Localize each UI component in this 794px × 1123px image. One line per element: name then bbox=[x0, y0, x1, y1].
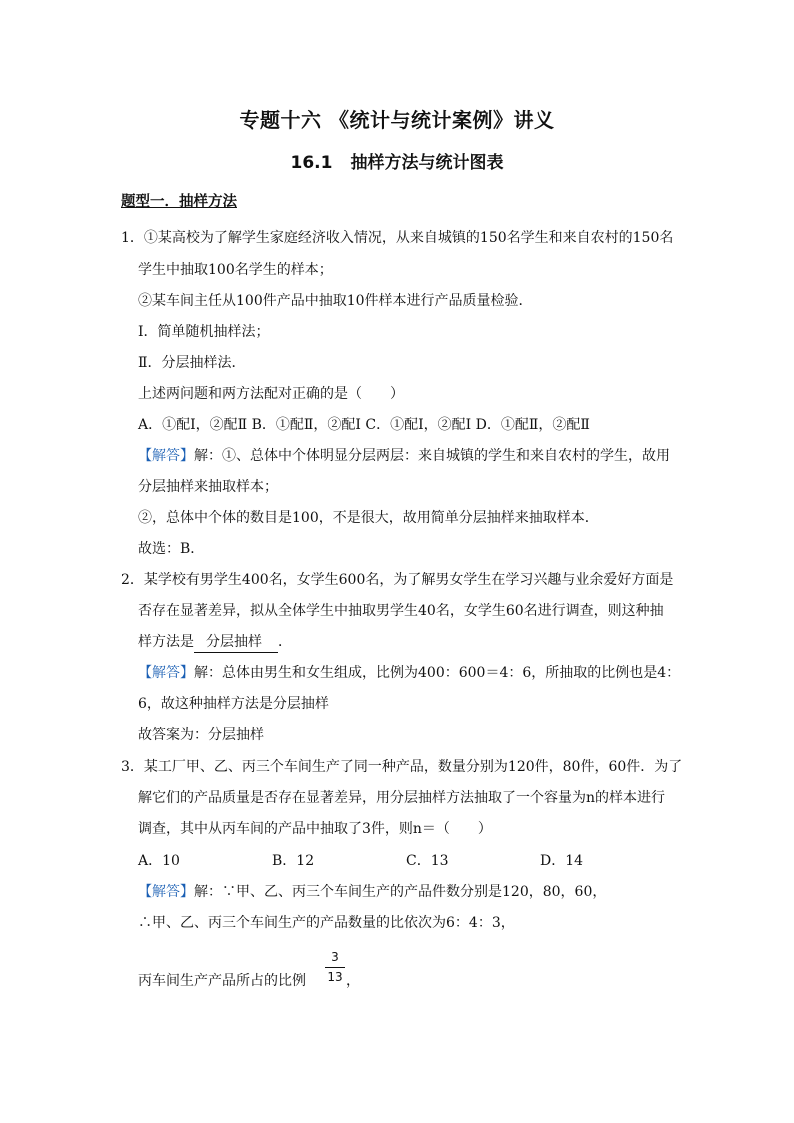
q1-answer1: 解：①、总体中个体明显分层两层：来自城镇的学生和来自农村的学生，故用 bbox=[194, 448, 670, 464]
q2-answer-blank: 分层抽样 bbox=[194, 632, 278, 653]
q3-option-d: D．14 bbox=[540, 853, 584, 869]
q1-line6: 上述两问题和两方法配对正确的是（ ） bbox=[138, 386, 404, 402]
fraction-numerator: 3 bbox=[331, 950, 339, 964]
q1-answer-line2: 分层抽样来抽取样本； bbox=[138, 479, 278, 495]
q1-line5: Ⅱ．分层抽样法． bbox=[138, 355, 246, 371]
q2-line3 bbox=[138, 632, 292, 653]
fraction-bar bbox=[325, 967, 345, 968]
q1-line4: I．简单随机抽样法； bbox=[138, 324, 270, 340]
subtitle-number: 16.1 bbox=[290, 153, 333, 173]
q3-answer3: 丙车间生产产品所占的比例 bbox=[138, 973, 306, 989]
q3-answer-line2: ∴甲、乙、丙三个车间生产的产品数量的比依次为6：4：3， bbox=[138, 915, 515, 931]
q2-line3-pre: 样方法是 bbox=[138, 634, 194, 650]
q2-line2: 否存在显著差异，拟从全体学生中抽取男学生40名，女学生60名进行调查，则这种抽 bbox=[138, 603, 664, 619]
q3-line3: 调查，其中从丙车间的产品中抽取了3件，则n＝（ ） bbox=[138, 821, 492, 837]
q1-line1: 1．①某高校为了解学生家庭经济收入情况，从来自城镇的150名学生和来自农村的150名 bbox=[121, 230, 674, 246]
q3-answer1: 解：∵甲、乙、丙三个车间生产的产品件数分别是120，80，60， bbox=[194, 884, 607, 900]
q3-answer-tag: 【解答】 bbox=[138, 884, 194, 900]
q3-answer3-post: ， bbox=[346, 973, 360, 989]
q1-line3: ②某车间主任从100件产品中抽取10件样本进行产品质量检验． bbox=[138, 293, 533, 309]
q1-answer-line3: ②，总体中个体的数目是100，不是很大，故用简单分层抽样来抽取样本． bbox=[138, 510, 599, 526]
section-heading: 题型一．抽样方法 bbox=[121, 194, 237, 210]
q3-option-a: A．10 bbox=[138, 853, 180, 869]
fraction bbox=[324, 950, 346, 985]
q2-line1: 2．某学校有男学生400名，女学生600名，为了解男女学生在学习兴趣与业余爱好方面是 bbox=[121, 572, 674, 588]
q2-answer1: 解：总体由男生和女生组成，比例为400：600＝4：6，所抽取的比例也是4： bbox=[194, 665, 681, 681]
q3-options bbox=[138, 851, 583, 871]
q1-answer-line4: 故选：B． bbox=[138, 541, 205, 557]
page-subtitle bbox=[0, 148, 794, 173]
q3-option-b: B．12 bbox=[272, 853, 315, 869]
q3-line2: 解它们的产品质量是否存在显著差异，用分层抽样方法抽取了一个容量为n的样本进行 bbox=[138, 790, 666, 806]
subtitle-text: 抽样方法与统计图表 bbox=[350, 153, 504, 173]
q3-option-c: C．13 bbox=[406, 853, 449, 869]
q2-answer-line3: 故答案为：分层抽样 bbox=[138, 727, 264, 743]
fraction-denominator: 13 bbox=[327, 970, 343, 984]
q1-line2: 学生中抽取100名学生的样本； bbox=[138, 262, 333, 278]
q1-options: A．①配I，②配Ⅱ B．①配Ⅱ，②配Ⅰ C．①配I，②配I D．①配Ⅱ，②配Ⅱ bbox=[138, 417, 590, 433]
q2-line3-post: ． bbox=[278, 634, 292, 650]
q2-answer-line2: 6，故这种抽样方法是分层抽样 bbox=[138, 696, 329, 712]
q2-answer-tag: 【解答】 bbox=[138, 665, 194, 681]
q3-line1: 3．某工厂甲、乙、丙三个车间生产了同一种产品，数量分别为120件，80件，60件．为了 bbox=[121, 759, 683, 775]
q1-answer-tag: 【解答】 bbox=[138, 448, 194, 464]
q2-answer-line1 bbox=[138, 663, 680, 683]
q1-answer-line1 bbox=[138, 446, 670, 466]
page-title: 专题十六 《统计与统计案例》讲义 bbox=[239, 108, 555, 132]
q3-answer-line1 bbox=[138, 882, 606, 902]
